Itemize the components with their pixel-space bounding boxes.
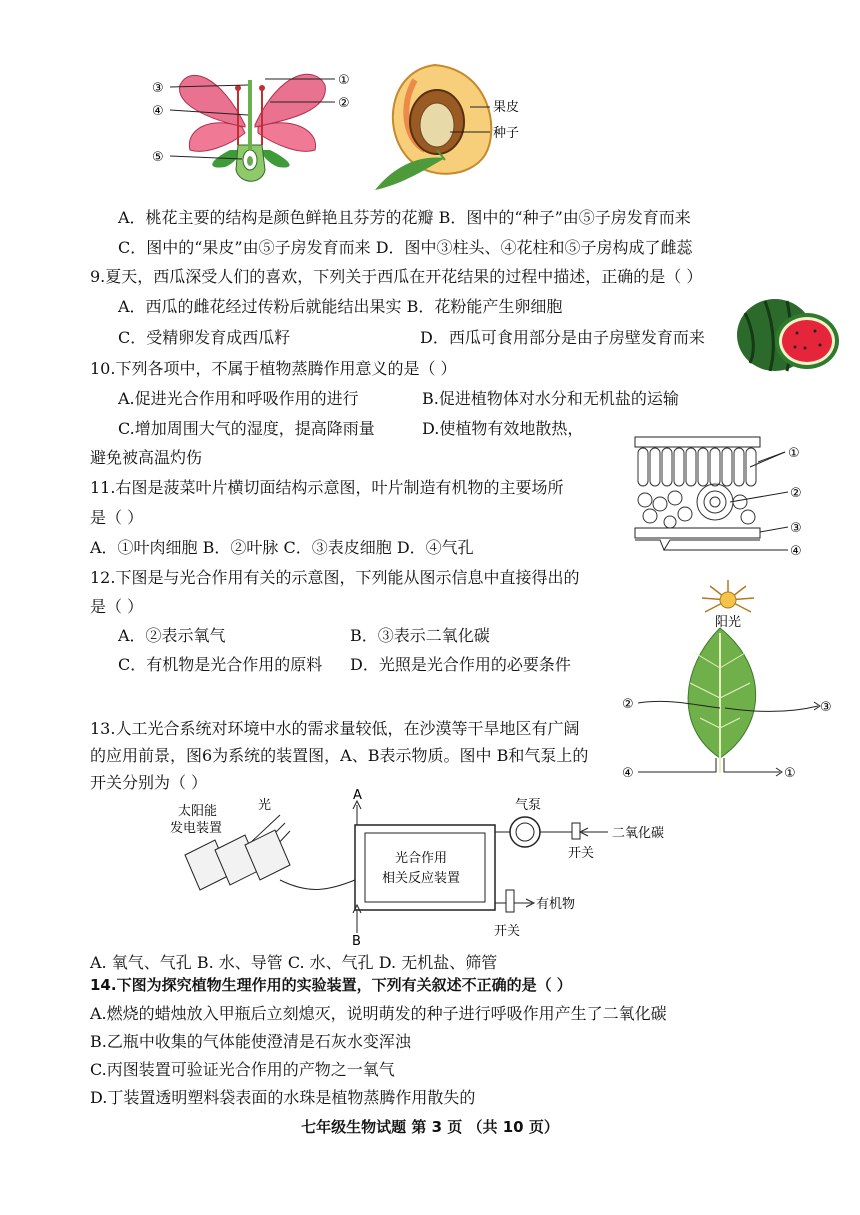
peach-label-pericarp: 果皮 [493,100,520,115]
leaf-marker-4: ④ [622,766,634,781]
co2-label: 二氧化碳 [612,826,665,841]
light-label: 光 [258,798,272,813]
leaf-marker-2: ② [622,697,634,712]
q14-option-d: D.丁装置透明塑料袋表面的水珠是植物蒸腾作用散失的 [90,1088,476,1107]
q12-stem-cont: 是（ ） [90,597,144,616]
switch-label-2: 开关 [494,924,521,939]
q13-options: A. 氧气、气孔 B. 水、导管 C. 水、气孔 D. 无机盐、筛管 [90,953,498,972]
peach-diagram [375,60,535,195]
q9-stem: 9.夏天，西瓜深受人们的喜欢，下列关于西瓜在开花结果的过程中描述，正确的是（ ） [90,267,703,286]
pump-label: 气泵 [515,798,542,813]
q9-option-ab: A．西瓜的雌花经过传粉后就能结出果实 B．花粉能产生卵细胞 [118,297,563,316]
solar-label-2: 发电装置 [170,821,223,836]
artificial-photosynthesis-apparatus [170,788,670,949]
q8-option-ab: A．桃花主要的结构是颜色鲜艳且芬芳的花瓣 B．图中的“种子”由⑤子房发育而来 [118,208,691,227]
q11-stem: 11.右图是菠菜叶片横切面结构示意图，叶片制造有机物的主要场所 [90,478,564,497]
q10-option-d-cont: 避免被高温灼伤 [90,448,203,467]
label-b: B [352,934,361,949]
organic-label: 有机物 [536,897,576,912]
q12-option-c: C．有机物是光合作用的原料 [118,655,323,674]
flower-marker-5: ⑤ [152,150,164,165]
switch-label-1: 开关 [568,846,595,861]
q14-option-b: B.乙瓶中收集的气体能使澄清是石灰水变浑浊 [90,1032,411,1051]
q13-stem-cont2: 开关分别为（ ） [90,773,208,792]
q11-stem-cont: 是（ ） [90,508,144,527]
q10-option-d: D.使植物有效地散热， [422,419,584,438]
flower-marker-2: ② [338,96,350,111]
q9-option-d: D．西瓜可食用部分是由子房壁发育而来 [420,328,705,347]
flower-marker-3: ③ [152,81,164,96]
q10-option-c: C.增加周围大气的湿度，提高降雨量 [118,419,375,438]
q9-option-c: C．受精卵发育成西瓜籽 [118,328,291,347]
leaf-marker-3: ③ [820,700,832,715]
q14-option-c: C.丙图装置可验证光合作用的产物之一氧气 [90,1060,395,1079]
leaf-section-marker-2: ② [790,486,802,501]
reactor-label-2: 相关反应装置 [382,871,461,886]
leaf-section-marker-3: ③ [790,521,802,536]
sun-leaf-diagram [620,578,835,788]
q11-options: A．①叶肉细胞 B．②叶脉 C．③表皮细胞 D．④气孔 [90,538,474,557]
page-footer: 七年级生物试题 第 3 页 （共 10 页） [301,1118,559,1136]
q13-stem-cont: 的应用前景，图6为系统的装置图，A、B表示物质。图中 B和气泵上的 [90,746,589,765]
watermelon-image [735,293,840,375]
q12-option-a: A．②表示氧气 [118,626,226,645]
flower-diagram [150,55,365,195]
leaf-section-marker-1: ① [788,446,800,461]
peach-label-seed: 种子 [493,126,520,141]
q10-stem: 10.下列各项中，不属于植物蒸腾作用意义的是（ ） [90,359,457,378]
q10-option-a: A.促进光合作用和呼吸作用的进行 [118,389,359,408]
leaf-marker-1: ① [784,766,796,781]
q12-stem: 12.下图是与光合作用有关的示意图，下列能从图示信息中直接得出的 [90,568,580,587]
q12-option-b: B．③表示二氧化碳 [350,626,490,645]
leaf-section-marker-4: ④ [790,544,802,559]
label-a: A [353,788,362,803]
q14-option-a: A.燃烧的蜡烛放入甲瓶后立刻熄灭，说明萌发的种子进行呼吸作用产生了二氧化碳 [90,1004,667,1023]
reactor-label-1: 光合作用 [395,851,448,866]
sunlight-label: 阳光 [715,615,742,630]
flower-marker-4: ④ [152,104,164,119]
q8-option-cd: C．图中的“果皮”由⑤子房发育而来 D．图中③柱头、④花柱和⑤子房构成了雌蕊 [118,238,693,257]
q12-option-d: D．光照是光合作用的必要条件 [350,655,571,674]
q14-stem: 14.下图为探究植物生理作用的实验装置，下列有关叙述不正确的是（ ） [90,976,572,994]
solar-label: 太阳能 [178,804,218,819]
flower-marker-1: ① [338,73,350,88]
q13-stem: 13.人工光合系统对环境中水的需求量较低，在沙漠等干旱地区有广阔 [90,719,580,738]
leaf-cross-section-diagram [630,432,810,562]
q10-option-b: B.促进植物体对水分和无机盐的运输 [422,389,679,408]
